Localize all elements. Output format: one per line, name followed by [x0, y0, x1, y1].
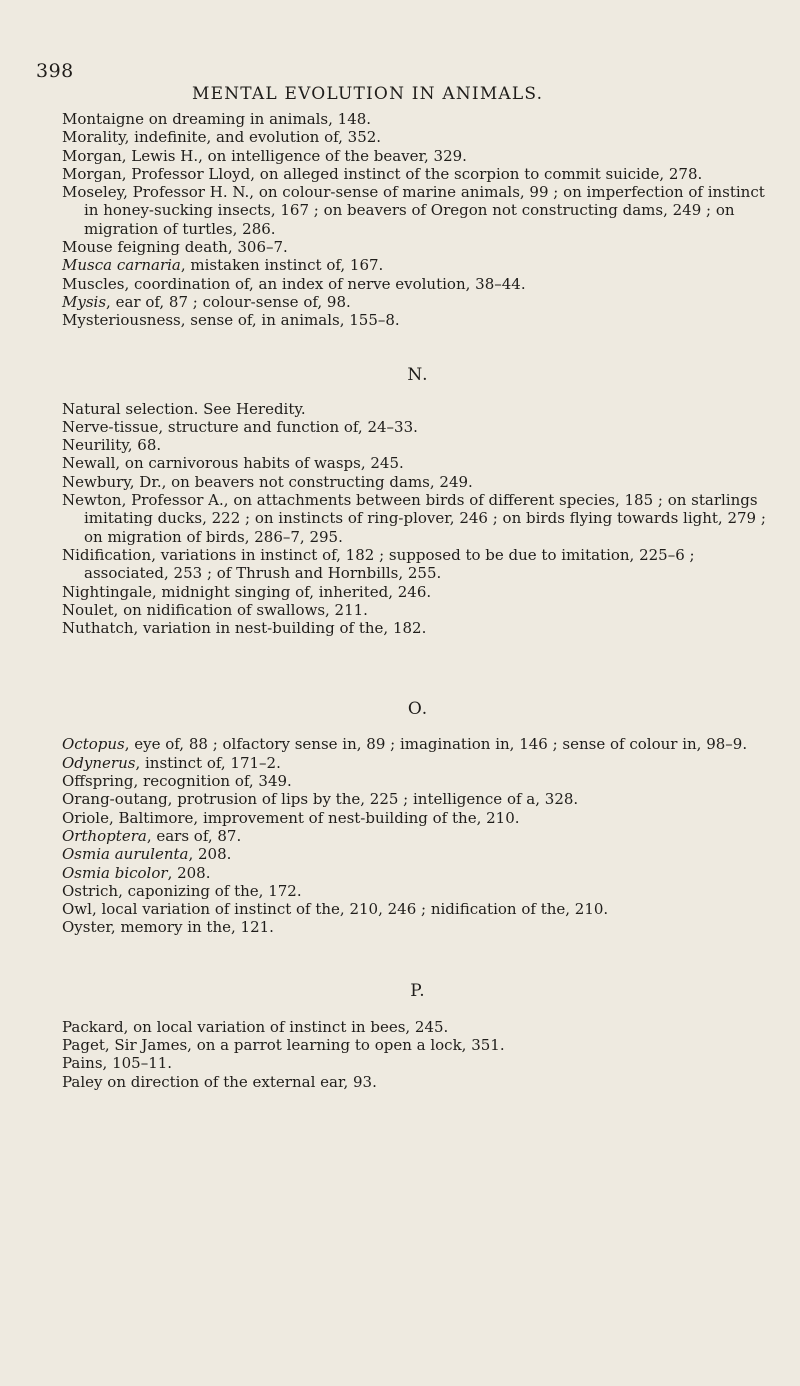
- index-entry: Paget, Sir James, on a parrot learning to open a lock, 351.: [62, 1035, 505, 1054]
- index-entry: Mysteriousness, sense of, in animals, 155–8.: [62, 311, 400, 330]
- index-entry: Paley on direction of the external ear, 93.: [62, 1072, 377, 1091]
- section-letter-n: N.: [407, 364, 429, 385]
- page-number: 398: [36, 60, 74, 82]
- index-entry: Mysis, ear of, 87 ; colour-sense of, 98.: [62, 292, 351, 311]
- index-entry: Odynerus, instinct of, 171–2.: [62, 753, 281, 772]
- index-entry: Osmia aurulenta, 208.: [62, 845, 232, 864]
- index-entry: Newall, on carnivorous habits of wasps, 245.: [62, 454, 404, 473]
- index-section-n: [62, 400, 774, 638]
- index-entry: Newton, Professor A., on attachments between birds of different species, 185 ; on starlings imitating ducks, 222 ; on instincts of ring-plover, 246 ; on birds flying towards light, 279 ; on migration of birds, 286–7, 295.: [62, 491, 766, 546]
- index-entry: Offspring, recognition of, 349.: [62, 772, 292, 791]
- index-entry: Oriole, Baltimore, improvement of nest-building of the, 210.: [62, 808, 520, 827]
- index-entry: Natural selection. See Heredity.: [62, 399, 306, 418]
- index-entry: Orang-outang, protrusion of lips by the, 225 ; intelligence of a, 328.: [62, 790, 579, 809]
- index-entry: Nuthatch, variation in nest-building of the, 182.: [62, 619, 427, 638]
- index-entry: Pains, 105–11.: [62, 1054, 173, 1073]
- index-entry: Ostrich, caponizing of the, 172.: [62, 881, 302, 900]
- index-section-m: [62, 110, 774, 330]
- index-entry: Packard, on local variation of instinct in bees, 245.: [62, 1017, 449, 1036]
- index-entry: Nightingale, midnight singing of, inherited, 246.: [62, 582, 432, 601]
- running-head: MENTAL EVOLUTION IN ANIMALS.: [192, 84, 544, 104]
- index-entry: Owl, local variation of instinct of the, 210, 246 ; nidification of the, 210.: [62, 900, 609, 919]
- index-entry: Nidification, variations in instinct of, 182 ; supposed to be due to imitation, 225–6 ; associated, 253 ; of Thrush and Hornbills, 255.: [62, 545, 695, 583]
- index-entry: Newbury, Dr., on beavers not constructing dams, 249.: [62, 472, 473, 491]
- page-header: [0, 60, 800, 104]
- index-section-p: [62, 1018, 774, 1091]
- index-entry: Musca carnaria, mistaken instinct of, 167.: [62, 256, 384, 275]
- index-entry: Morgan, Professor Lloyd, on alleged instinct of the scorpion to commit suicide, 278.: [62, 164, 703, 183]
- index-entry: Octopus, eye of, 88 ; olfactory sense in, 89 ; imagination in, 146 ; sense of colour in, 98–9.: [62, 735, 748, 754]
- index-body: [62, 110, 774, 1091]
- index-entry: Montaigne on dreaming in animals, 148.: [62, 110, 372, 128]
- index-section-o: [62, 735, 774, 936]
- index-entry: Moseley, Professor H. N., on colour-sense of marine animals, 99 ; on imperfection of instinct in honey-sucking insects, 167 ; on beavers of Oregon not constructing dams, 249 ; on migration of turtles, 286.: [62, 183, 765, 238]
- index-entry: Muscles, coordination of, an index of nerve evolution, 38–44.: [62, 274, 526, 293]
- index-entry: Neurility, 68.: [62, 436, 162, 455]
- index-entry: Morgan, Lewis H., on intelligence of the beaver, 329.: [62, 146, 467, 165]
- index-entry: Osmia bicolor, 208.: [62, 863, 211, 882]
- index-entry: Oyster, memory in the, 121.: [62, 918, 274, 937]
- section-letter-p: P.: [410, 980, 426, 1001]
- index-entry: Mouse feigning death, 306–7.: [62, 238, 288, 257]
- index-entry: Orthoptera, ears of, 87.: [62, 826, 242, 845]
- index-entry: Nerve-tissue, structure and function of, 24–33.: [62, 417, 418, 436]
- index-entry: Morality, indefinite, and evolution of, 352.: [62, 128, 382, 147]
- section-letter-o: O.: [407, 699, 429, 720]
- index-entry: Noulet, on nidification of swallows, 211.: [62, 600, 368, 619]
